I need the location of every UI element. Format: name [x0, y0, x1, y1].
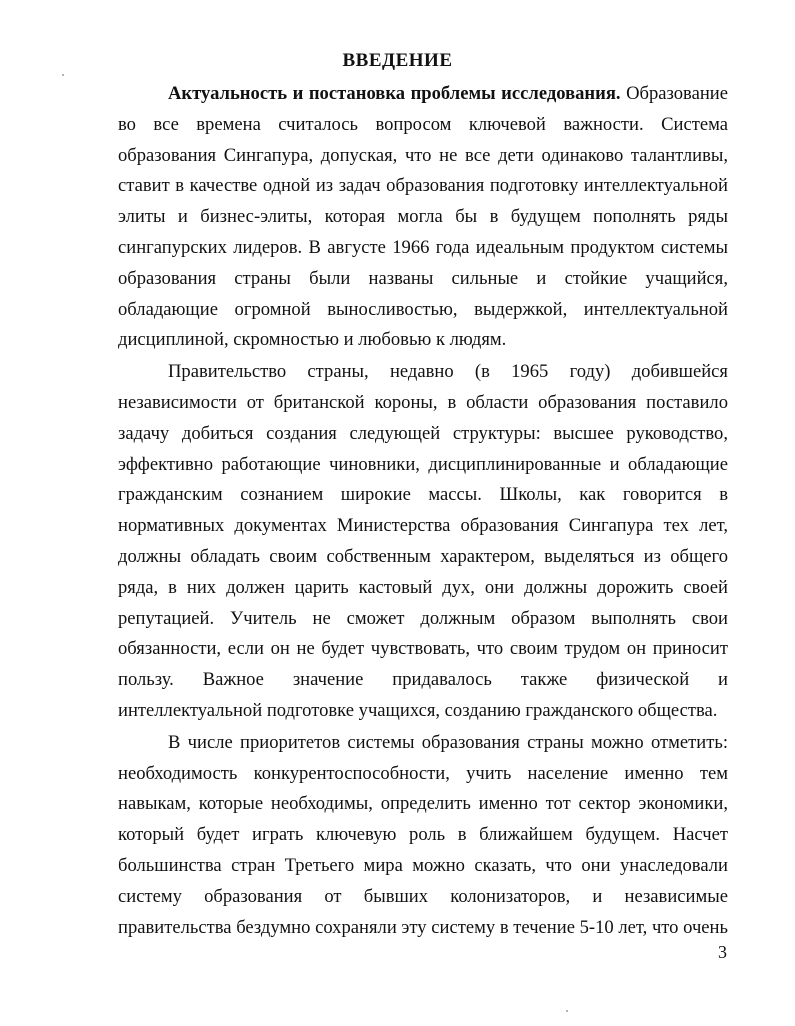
scan-speck	[62, 74, 64, 76]
page-number: 3	[718, 942, 727, 962]
paragraph-text: Правительство страны, недавно (в 1965 году) добившейся независимости от британской короны, в области образования поставило задачу добиться создания следующей структуры: высшее руководство, эффективно работающие чиновники, дисциплинированные и обладающие гражданским сознанием широкие массы. Школы, как говорится в нормативных документах Министерства образования Сингапура тех лет, должны обладать своим собственным характером, выделяться из общего ряда, в них должен царить кастовый дух, они должны дорожить своей репутацией. Учитель не сможет должным образом выполнять свои обязанности, если он не будет чувствовать, что своим трудом он приносит пользу. Важное значение придавалось также физической и интеллектуальной подготовке учащихся, созданию гражданского общества.	[118, 361, 728, 721]
paragraph-1	[118, 79, 728, 356]
paragraph-3	[118, 728, 728, 944]
paragraph-text: Образование во все времена считалось вопросом ключевой важности. Система образования Сингапура, допуская, что не все дети одинаково талантливы, ставит в качестве одной из задач образования подготовку интеллектуальной элиты и бизнес-элиты, которая могла бы в будущем пополнять ряды сингапурских лидеров. В августе 1966 года идеальным продуктом системы образования страны были названы сильные и стойкие учащийся, обладающие огромной выносливостью, выдержкой, интеллектуальной дисциплиной, скромностью и любовью к людям.	[118, 83, 728, 351]
scan-speck	[566, 1010, 568, 1012]
paragraph-2	[118, 357, 728, 727]
page-title: ВВЕДЕНИЕ	[342, 50, 453, 71]
body-text	[118, 79, 728, 943]
paragraph-lead: Актуальность и постановка проблемы исследования.	[168, 83, 621, 104]
paragraph-text: В числе приоритетов системы образования страны можно отметить: необходимость конкурентоспособности, учить население именно тем навыкам, которые необходимы, определить именно тот сектор экономики, который будет играть ключевую роль в ближайшем будущем. Насчет большинства стран Третьего мира можно сказать, что они унаследовали систему образования от бывших колонизаторов, и независимые правительства бездумно сохраняли эту систему в течение 5-10 лет, что очень	[118, 731, 728, 938]
